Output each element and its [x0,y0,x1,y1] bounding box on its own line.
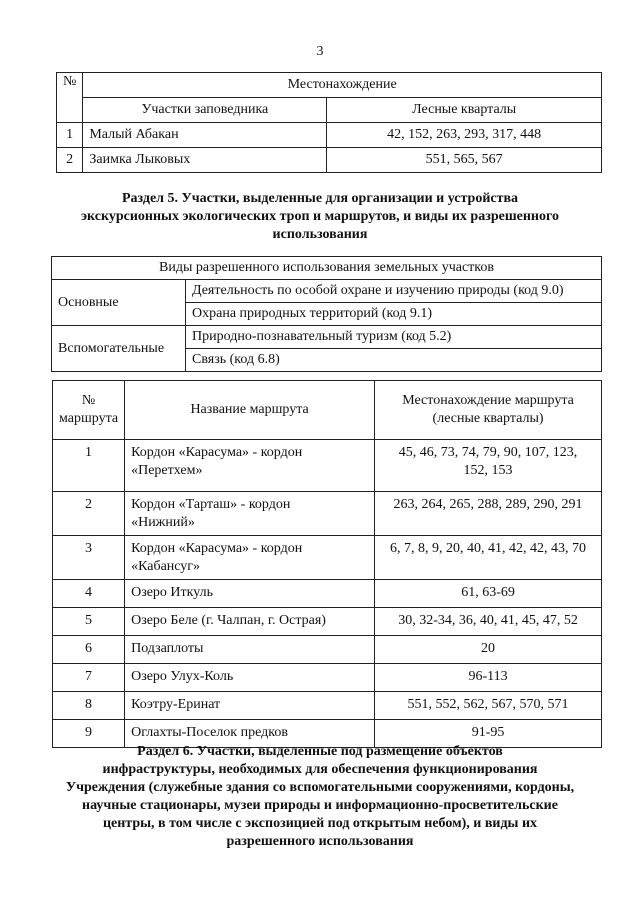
route-name-line: Кордон «Карасума» - кордон [131,445,303,460]
route-location [375,440,602,492]
header-line: (лесные кварталы) [432,411,544,426]
route-name: Оглахты-Поселок предков [125,720,375,748]
table-row [53,536,602,580]
route-location: 20 [375,636,602,664]
route-name [125,440,375,492]
route-name: Подзаплоты [125,636,375,664]
route-location: 91-95 [375,720,602,748]
route-location: 551, 552, 562, 567, 570, 571 [375,692,602,720]
site-name: Малый Абакан [83,123,327,148]
header-reserve-sites: Участки заповедника [83,98,327,123]
route-name [125,492,375,536]
site-name: Заимка Лыковых [83,148,327,173]
heading-line: экскурсионных экологических троп и маршрутов, и виды их разрешенного [80,209,559,224]
row-number: 1 [57,123,83,148]
forest-quarters: 551, 565, 567 [327,148,602,173]
table-row [53,692,602,720]
route-name: Озеро Иткуль [125,580,375,608]
header-location: Местонахождение [83,73,602,98]
table-row [57,123,602,148]
section-5-heading [40,190,600,244]
route-name: Озеро Беле (г. Чалпан, г. Острая) [125,608,375,636]
table-row [53,608,602,636]
reserve-sites-table [56,72,602,173]
route-number: 2 [53,492,125,536]
header-route-number [53,381,125,440]
table-row [53,664,602,692]
auxiliary-use-item: Связь (код 6.8) [186,349,602,372]
route-number: 6 [53,636,125,664]
table-row [53,492,602,536]
header-route-name: Название маршрута [125,381,375,440]
row-number: 2 [57,148,83,173]
header-number: № [57,73,83,123]
header-forest-quarters: Лесные кварталы [327,98,602,123]
forest-quarters: 42, 152, 263, 293, 317, 448 [327,123,602,148]
route-number: 5 [53,608,125,636]
route-name-line: «Перетхем» [131,463,203,478]
table-row [53,440,602,492]
main-use-item: Деятельность по особой охране и изучению природы (код 9.0) [186,280,602,303]
heading-line: центры, в том числе с экспозицией под открытым небом), и виды их [102,816,538,831]
route-location: 263, 264, 265, 288, 289, 290, 291 [375,492,602,536]
main-use-item: Охрана природных территорий (код 9.1) [186,303,602,326]
route-location-line: 45, 46, 73, 74, 79, 90, 107, 123, [398,445,578,460]
route-name [125,536,375,580]
auxiliary-uses-label: Вспомогательные [52,326,186,372]
heading-line: Раздел 6. Участки, выделенные под размещение объектов [137,744,503,759]
route-location: 6, 7, 8, 9, 20, 40, 41, 42, 42, 43, 70 [375,536,602,580]
table-row [53,580,602,608]
header-route-location [375,381,602,440]
heading-line: разрешенного использования [226,834,414,849]
route-location-line: 152, 153 [463,463,513,478]
heading-line: использования [272,227,368,242]
routes-table [52,380,602,748]
route-name-line: Кордон «Тарташ» - кордон [131,497,291,512]
auxiliary-use-item: Природно-познавательный туризм (код 5.2) [186,326,602,349]
route-number: 9 [53,720,125,748]
route-name-line: «Нижний» [131,515,195,530]
route-location: 96-113 [375,664,602,692]
route-name: Коэтру-Еринат [125,692,375,720]
main-uses-label: Основные [52,280,186,326]
heading-line: инфраструктуры, необходимых для обеспечения функционирования [102,762,538,777]
section-6-heading [40,743,600,851]
heading-line: Учреждения (служебные здания со вспомогательными сооружениями, кордоны, [65,780,575,795]
table-row [57,148,602,173]
heading-line: Раздел 5. Участки, выделенные для организации и устройства [121,191,519,206]
route-number: 3 [53,536,125,580]
route-number: 1 [53,440,125,492]
route-location: 30, 32-34, 36, 40, 41, 45, 47, 52 [375,608,602,636]
heading-line: научные стационары, музеи природы и информационно-просветительские [82,798,558,813]
route-number: 8 [53,692,125,720]
route-number: 4 [53,580,125,608]
header-line: № [81,393,96,408]
table-row [53,636,602,664]
header-line: Местонахождение маршрута [402,393,574,408]
route-location: 61, 63-69 [375,580,602,608]
route-name: Озеро Улух-Коль [125,664,375,692]
header-line: маршрута [59,411,119,426]
permitted-use-header: Виды разрешенного использования земельных участков [52,257,602,280]
route-number: 7 [53,664,125,692]
route-name-line: «Кабансуг» [131,559,201,574]
route-name-line: Кордон «Карасума» - кордон [131,541,303,556]
page-number: 3 [316,44,324,59]
permitted-use-table [51,256,602,372]
